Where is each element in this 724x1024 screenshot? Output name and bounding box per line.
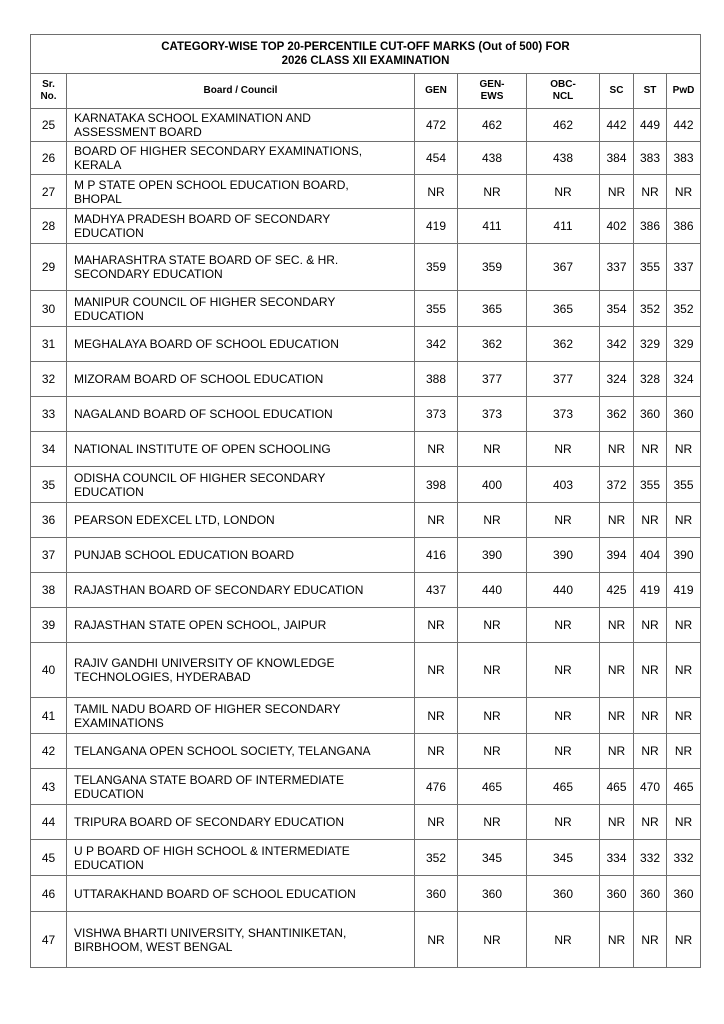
- row-gen-value: 373: [415, 397, 458, 432]
- row-obc-ncl-value: 440: [527, 573, 600, 608]
- row-pwd-value: NR: [667, 432, 701, 467]
- row-sr-no: 27: [31, 175, 67, 209]
- row-st-value: NR: [634, 643, 667, 698]
- row-gen-ews-value: 411: [458, 209, 527, 244]
- row-gen-ews-value: 438: [458, 142, 527, 175]
- row-sr-no: 37: [31, 538, 67, 573]
- row-obc-ncl-value: 465: [527, 769, 600, 805]
- row-sc-value: 394: [600, 538, 634, 573]
- row-obc-ncl-value: 438: [527, 142, 600, 175]
- row-pwd-value: NR: [667, 805, 701, 840]
- table-row: [31, 538, 701, 573]
- board-name-line: ODISHA COUNCIL OF HIGHER SECONDARY: [74, 470, 326, 485]
- board-name-line: SECONDARY EDUCATION: [74, 267, 223, 281]
- table-row: [31, 608, 701, 643]
- row-gen-value: NR: [415, 912, 458, 968]
- row-st-value: 355: [634, 467, 667, 503]
- header-gen-ews: GEN- EWS: [458, 74, 527, 109]
- row-st-value: 449: [634, 109, 667, 142]
- row-sc-value: 442: [600, 109, 634, 142]
- row-gen-ews-value: NR: [458, 608, 527, 643]
- header-board: Board / Council: [67, 74, 415, 109]
- table-title: [31, 35, 701, 74]
- row-board-name: [67, 362, 415, 397]
- row-pwd-value: 355: [667, 467, 701, 503]
- row-sr-no: 30: [31, 291, 67, 327]
- row-gen-value: 472: [415, 109, 458, 142]
- row-gen-value: 419: [415, 209, 458, 244]
- row-board-name: [67, 734, 415, 769]
- row-gen-value: 355: [415, 291, 458, 327]
- row-obc-ncl-value: NR: [527, 912, 600, 968]
- table-row: [31, 698, 701, 734]
- row-pwd-value: 419: [667, 573, 701, 608]
- row-obc-ncl-value: 403: [527, 467, 600, 503]
- table-row: [31, 291, 701, 327]
- table-row: [31, 643, 701, 698]
- row-pwd-value: 337: [667, 244, 701, 291]
- row-gen-value: NR: [415, 608, 458, 643]
- row-sr-no: 39: [31, 608, 67, 643]
- row-sc-value: 342: [600, 327, 634, 362]
- row-sr-no: 38: [31, 573, 67, 608]
- row-sr-no: 33: [31, 397, 67, 432]
- row-st-value: 383: [634, 142, 667, 175]
- row-st-value: 360: [634, 397, 667, 432]
- row-obc-ncl-value: NR: [527, 432, 600, 467]
- row-board-name: [67, 397, 415, 432]
- row-sc-value: NR: [600, 643, 634, 698]
- row-board-name: [67, 538, 415, 573]
- row-gen-value: NR: [415, 432, 458, 467]
- row-gen-ews-value: 359: [458, 244, 527, 291]
- row-board-name: [67, 109, 415, 142]
- row-gen-value: 352: [415, 840, 458, 876]
- table-row: [31, 734, 701, 769]
- header-obc-ncl: OBC- NCL: [527, 74, 600, 109]
- board-name-line: PUNJAB SCHOOL EDUCATION BOARD: [74, 548, 295, 562]
- row-st-value: NR: [634, 734, 667, 769]
- row-board-name: [67, 291, 415, 327]
- row-obc-ncl-value: NR: [527, 698, 600, 734]
- board-name-line: KARNATAKA SCHOOL EXAMINATION AND: [74, 111, 311, 125]
- row-pwd-value: NR: [667, 643, 701, 698]
- row-gen-ews-value: NR: [458, 805, 527, 840]
- row-board-name: [67, 244, 415, 291]
- row-obc-ncl-value: 345: [527, 840, 600, 876]
- row-st-value: NR: [634, 698, 667, 734]
- row-gen-ews-value: NR: [458, 175, 527, 209]
- row-pwd-value: 324: [667, 362, 701, 397]
- cutoff-table: [30, 34, 701, 968]
- table-title-line-1: CATEGORY-WISE TOP 20-PERCENTILE CUT-OFF MARKS (Out of 500) FOR: [161, 41, 570, 53]
- row-board-name: [67, 769, 415, 805]
- board-name-line: EDUCATION: [74, 857, 144, 872]
- row-gen-value: NR: [415, 503, 458, 538]
- row-pwd-value: NR: [667, 175, 701, 209]
- row-st-value: NR: [634, 432, 667, 467]
- row-sc-value: 337: [600, 244, 634, 291]
- row-sc-value: NR: [600, 432, 634, 467]
- row-sr-no: 47: [31, 912, 67, 968]
- table-row: [31, 362, 701, 397]
- table-row: [31, 876, 701, 912]
- header-row: [31, 74, 701, 109]
- table-row: [31, 397, 701, 432]
- board-name-line: EDUCATION: [74, 308, 144, 323]
- row-sc-value: NR: [600, 608, 634, 643]
- header-sc: SC: [600, 74, 634, 109]
- row-sr-no: 44: [31, 805, 67, 840]
- row-gen-ews-value: 365: [458, 291, 527, 327]
- row-board-name: [67, 432, 415, 467]
- row-obc-ncl-value: NR: [527, 608, 600, 643]
- row-st-value: NR: [634, 912, 667, 968]
- table-row: [31, 109, 701, 142]
- row-board-name: [67, 608, 415, 643]
- row-gen-ews-value: 362: [458, 327, 527, 362]
- board-name-line: EDUCATION: [74, 786, 144, 801]
- board-name-line: KERALA: [74, 158, 122, 172]
- row-pwd-value: 386: [667, 209, 701, 244]
- row-sr-no: 41: [31, 698, 67, 734]
- row-gen-value: NR: [415, 805, 458, 840]
- row-gen-ews-value: NR: [458, 643, 527, 698]
- row-gen-ews-value: NR: [458, 432, 527, 467]
- board-name-line: MADHYA PRADESH BOARD OF SECONDARY: [74, 212, 331, 226]
- row-st-value: NR: [634, 608, 667, 643]
- row-obc-ncl-value: NR: [527, 734, 600, 769]
- row-gen-value: 359: [415, 244, 458, 291]
- row-board-name: [67, 175, 415, 209]
- board-name-line: NAGALAND BOARD OF SCHOOL EDUCATION: [74, 407, 333, 421]
- board-name-line: EXAMINATIONS: [74, 715, 164, 730]
- row-sr-no: 45: [31, 840, 67, 876]
- table-row: [31, 503, 701, 538]
- row-sr-no: 32: [31, 362, 67, 397]
- row-st-value: 404: [634, 538, 667, 573]
- board-name-line: EDUCATION: [74, 226, 144, 240]
- row-board-name: [67, 805, 415, 840]
- board-name-line: BIRBHOOM, WEST BENGAL: [74, 939, 233, 954]
- row-st-value: 329: [634, 327, 667, 362]
- row-gen-ews-value: 373: [458, 397, 527, 432]
- row-gen-value: 476: [415, 769, 458, 805]
- row-obc-ncl-value: 365: [527, 291, 600, 327]
- row-obc-ncl-value: NR: [527, 175, 600, 209]
- board-name-line: TELANGANA OPEN SCHOOL SOCIETY, TELANGANA: [74, 744, 371, 758]
- table-row: [31, 209, 701, 244]
- row-sr-no: 31: [31, 327, 67, 362]
- board-name-line: RAJASTHAN STATE OPEN SCHOOL, JAIPUR: [74, 618, 327, 632]
- board-name-line: TELANGANA STATE BOARD OF INTERMEDIATE: [74, 772, 345, 787]
- row-gen-ews-value: 440: [458, 573, 527, 608]
- header-pwd: PwD: [667, 74, 701, 109]
- row-gen-value: 416: [415, 538, 458, 573]
- board-name-line: RAJIV GANDHI UNIVERSITY OF KNOWLEDGE: [74, 656, 335, 670]
- header-sr-no: Sr. No.: [31, 74, 67, 109]
- board-name-line: TRIPURA BOARD OF SECONDARY EDUCATION: [74, 815, 345, 829]
- table-row: [31, 467, 701, 503]
- row-st-value: NR: [634, 503, 667, 538]
- table-row: [31, 573, 701, 608]
- board-name-line: BHOPAL: [74, 191, 122, 206]
- row-sc-value: NR: [600, 503, 634, 538]
- row-gen-ews-value: 360: [458, 876, 527, 912]
- table-row: [31, 327, 701, 362]
- row-st-value: 332: [634, 840, 667, 876]
- board-name-line: BOARD OF HIGHER SECONDARY EXAMINATIONS,: [74, 144, 363, 158]
- row-sc-value: 362: [600, 397, 634, 432]
- row-sc-value: 324: [600, 362, 634, 397]
- row-obc-ncl-value: 377: [527, 362, 600, 397]
- row-obc-ncl-value: 362: [527, 327, 600, 362]
- board-name-line: TECHNOLOGIES, HYDERABAD: [74, 670, 251, 684]
- row-gen-value: 360: [415, 876, 458, 912]
- row-pwd-value: NR: [667, 608, 701, 643]
- row-board-name: [67, 467, 415, 503]
- row-pwd-value: 329: [667, 327, 701, 362]
- board-name-line: M P STATE OPEN SCHOOL EDUCATION BOARD,: [74, 177, 349, 192]
- row-obc-ncl-value: 360: [527, 876, 600, 912]
- board-name-line: PEARSON EDEXCEL LTD, LONDON: [74, 513, 275, 527]
- table-row: [31, 432, 701, 467]
- row-gen-ews-value: 462: [458, 109, 527, 142]
- row-pwd-value: 352: [667, 291, 701, 327]
- row-pwd-value: NR: [667, 912, 701, 968]
- cutoff-sheet: [30, 34, 700, 968]
- row-sc-value: NR: [600, 805, 634, 840]
- row-sr-no: 29: [31, 244, 67, 291]
- row-sr-no: 43: [31, 769, 67, 805]
- row-st-value: 352: [634, 291, 667, 327]
- row-sr-no: 34: [31, 432, 67, 467]
- row-board-name: [67, 840, 415, 876]
- row-sr-no: 36: [31, 503, 67, 538]
- row-sc-value: NR: [600, 734, 634, 769]
- row-pwd-value: 465: [667, 769, 701, 805]
- row-gen-value: NR: [415, 734, 458, 769]
- row-sc-value: NR: [600, 698, 634, 734]
- table-title-line-2: 2026 CLASS XII EXAMINATION: [281, 55, 450, 67]
- row-sc-value: 465: [600, 769, 634, 805]
- row-sr-no: 42: [31, 734, 67, 769]
- board-name-line: NATIONAL INSTITUTE OF OPEN SCHOOLING: [74, 442, 331, 456]
- row-gen-value: 454: [415, 142, 458, 175]
- board-name-line: MIZORAM BOARD OF SCHOOL EDUCATION: [74, 372, 324, 386]
- header-st: ST: [634, 74, 667, 109]
- row-sr-no: 46: [31, 876, 67, 912]
- row-sr-no: 26: [31, 142, 67, 175]
- row-board-name: [67, 912, 415, 968]
- row-sc-value: 402: [600, 209, 634, 244]
- board-name-line: MANIPUR COUNCIL OF HIGHER SECONDARY: [74, 294, 336, 309]
- board-name-line: U P BOARD OF HIGH SCHOOL & INTERMEDIATE: [74, 843, 350, 858]
- row-gen-value: NR: [415, 698, 458, 734]
- board-name-line: VISHWA BHARTI UNIVERSITY, SHANTINIKETAN,: [74, 925, 347, 940]
- row-gen-ews-value: 465: [458, 769, 527, 805]
- row-board-name: [67, 876, 415, 912]
- row-sc-value: NR: [600, 912, 634, 968]
- row-gen-value: NR: [415, 643, 458, 698]
- board-name-line: MAHARASHTRA STATE BOARD OF SEC. & HR.: [74, 253, 339, 267]
- row-board-name: [67, 698, 415, 734]
- board-name-line: UTTARAKHAND BOARD OF SCHOOL EDUCATION: [74, 886, 356, 901]
- row-sr-no: 35: [31, 467, 67, 503]
- row-board-name: [67, 327, 415, 362]
- row-obc-ncl-value: NR: [527, 643, 600, 698]
- row-gen-ews-value: 400: [458, 467, 527, 503]
- row-sc-value: 425: [600, 573, 634, 608]
- row-st-value: NR: [634, 175, 667, 209]
- row-sc-value: 334: [600, 840, 634, 876]
- row-obc-ncl-value: 373: [527, 397, 600, 432]
- row-obc-ncl-value: 367: [527, 244, 600, 291]
- row-gen-ews-value: 377: [458, 362, 527, 397]
- row-gen-value: 437: [415, 573, 458, 608]
- row-st-value: 419: [634, 573, 667, 608]
- row-pwd-value: 332: [667, 840, 701, 876]
- board-name-line: RAJASTHAN BOARD OF SECONDARY EDUCATION: [74, 583, 364, 597]
- row-st-value: 328: [634, 362, 667, 397]
- row-gen-value: 388: [415, 362, 458, 397]
- table-row: [31, 175, 701, 209]
- row-board-name: [67, 503, 415, 538]
- row-sc-value: 372: [600, 467, 634, 503]
- row-sc-value: NR: [600, 175, 634, 209]
- row-gen-ews-value: NR: [458, 698, 527, 734]
- row-board-name: [67, 643, 415, 698]
- row-gen-value: 342: [415, 327, 458, 362]
- row-gen-value: NR: [415, 175, 458, 209]
- row-st-value: 355: [634, 244, 667, 291]
- row-sc-value: 360: [600, 876, 634, 912]
- row-sr-no: 40: [31, 643, 67, 698]
- table-row: [31, 805, 701, 840]
- row-sr-no: 25: [31, 109, 67, 142]
- row-gen-ews-value: 345: [458, 840, 527, 876]
- row-gen-ews-value: NR: [458, 912, 527, 968]
- row-pwd-value: NR: [667, 734, 701, 769]
- row-pwd-value: 390: [667, 538, 701, 573]
- row-obc-ncl-value: NR: [527, 503, 600, 538]
- row-gen-ews-value: 390: [458, 538, 527, 573]
- row-gen-ews-value: NR: [458, 503, 527, 538]
- row-pwd-value: 442: [667, 109, 701, 142]
- row-obc-ncl-value: NR: [527, 805, 600, 840]
- row-sr-no: 28: [31, 209, 67, 244]
- row-obc-ncl-value: 411: [527, 209, 600, 244]
- table-row: [31, 912, 701, 968]
- table-row: [31, 769, 701, 805]
- row-pwd-value: NR: [667, 698, 701, 734]
- table-row: [31, 244, 701, 291]
- row-gen-ews-value: NR: [458, 734, 527, 769]
- table-body: [31, 109, 701, 968]
- table-row: [31, 142, 701, 175]
- row-pwd-value: 360: [667, 876, 701, 912]
- row-pwd-value: 383: [667, 142, 701, 175]
- row-sc-value: 354: [600, 291, 634, 327]
- row-board-name: [67, 209, 415, 244]
- table-row: [31, 840, 701, 876]
- row-gen-value: 398: [415, 467, 458, 503]
- board-name-line: MEGHALAYA BOARD OF SCHOOL EDUCATION: [74, 337, 339, 351]
- row-pwd-value: 360: [667, 397, 701, 432]
- row-obc-ncl-value: 462: [527, 109, 600, 142]
- row-board-name: [67, 142, 415, 175]
- row-st-value: NR: [634, 805, 667, 840]
- row-st-value: 360: [634, 876, 667, 912]
- row-st-value: 386: [634, 209, 667, 244]
- row-pwd-value: NR: [667, 503, 701, 538]
- header-gen: GEN: [415, 74, 458, 109]
- row-st-value: 470: [634, 769, 667, 805]
- board-name-line: TAMIL NADU BOARD OF HIGHER SECONDARY: [74, 701, 341, 716]
- row-obc-ncl-value: 390: [527, 538, 600, 573]
- row-board-name: [67, 573, 415, 608]
- board-name-line: EDUCATION: [74, 484, 144, 499]
- board-name-line: ASSESSMENT BOARD: [74, 125, 202, 139]
- row-sc-value: 384: [600, 142, 634, 175]
